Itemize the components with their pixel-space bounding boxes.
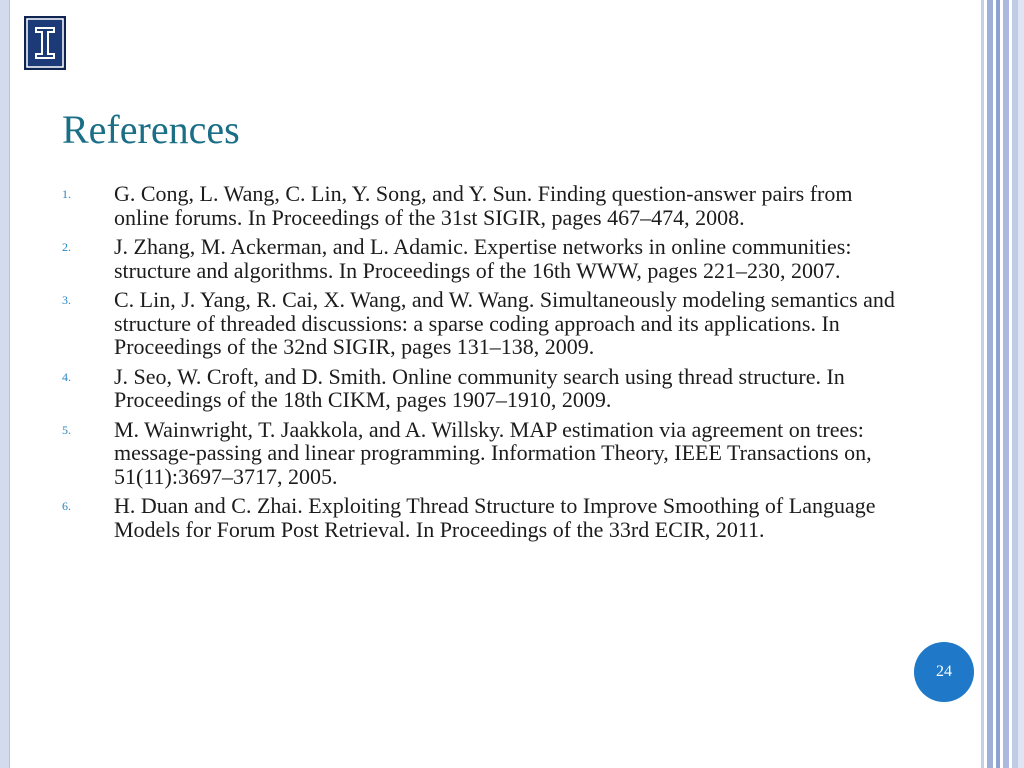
reference-number: 4. — [62, 369, 71, 384]
reference-item — [62, 365, 902, 412]
reference-text: J. Seo, W. Croft, and D. Smith. Online community search using thread structure. In Proceedings of the 18th CIKM, pages 1907–1910, 2009. — [114, 363, 845, 412]
slide-left-border — [0, 0, 10, 768]
page-number-badge: 24 — [914, 642, 974, 702]
reference-text: M. Wainwright, T. Jaakkola, and A. Willsky. MAP estimation via agreement on trees: message-passing and linear programming. Information Theory, IEEE Transactions on, 51(11):3697–3717, 2005. — [114, 416, 872, 489]
reference-item — [62, 235, 902, 282]
reference-number: 2. — [62, 240, 71, 254]
reference-item — [62, 288, 902, 359]
reference-number: 1. — [62, 187, 71, 201]
reference-item — [62, 182, 902, 229]
reference-item — [62, 494, 902, 541]
reference-text: C. Lin, J. Yang, R. Cai, X. Wang, and W. Wang. Simultaneously modeling semantics and structure of threaded discussions: a sparse coding approach and its applications. In Proceedings of the 32nd SIGIR, pages 131–138, 2009. — [114, 287, 895, 359]
slide-right-border-stripes — [978, 0, 1024, 768]
reference-number: 6. — [62, 499, 71, 513]
reference-number: 5. — [62, 422, 71, 437]
block-i-icon — [26, 18, 64, 68]
slide-title: References — [62, 107, 240, 152]
reference-number: 3. — [62, 293, 71, 307]
university-illinois-block-i-logo — [24, 16, 66, 70]
reference-list — [62, 182, 902, 547]
reference-text: H. Duan and C. Zhai. Exploiting Thread Structure to Improve Smoothing of Language Models for Forum Post Retrieval. In Proceedings of the 33rd ECIR, 2011. — [114, 493, 876, 542]
reference-text: G. Cong, L. Wang, C. Lin, Y. Song, and Y. Sun. Finding question-answer pairs from online forums. In Proceedings of the 31st SIGIR, pages 467–474, 2008. — [114, 181, 853, 230]
reference-item — [62, 418, 902, 489]
reference-text: J. Zhang, M. Ackerman, and L. Adamic. Expertise networks in online communities: structure and algorithms. In Proceedings of the 16th WWW, pages 221–230, 2007. — [114, 234, 852, 283]
